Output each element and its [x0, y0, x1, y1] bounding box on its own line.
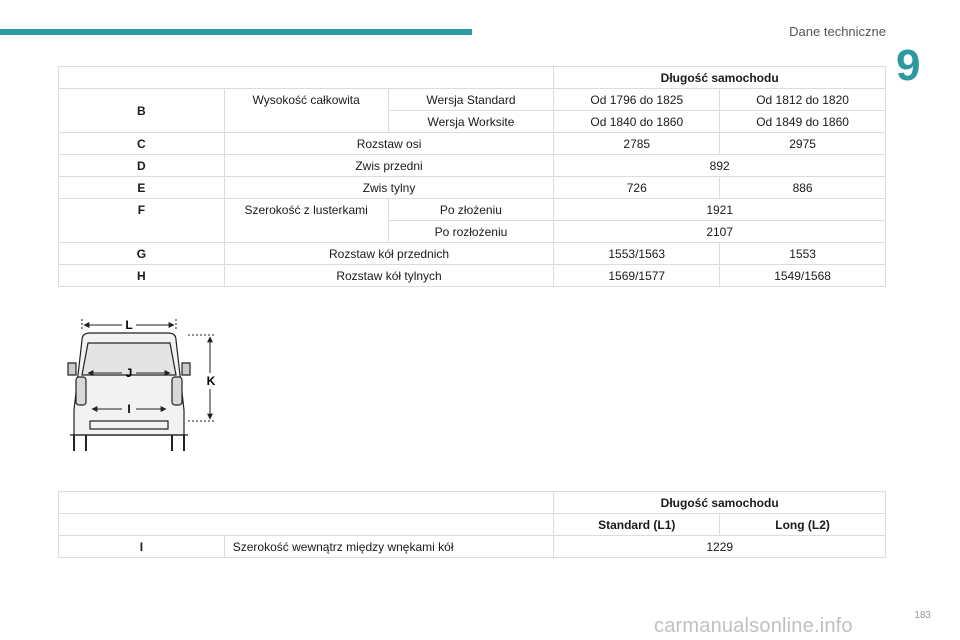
row-label: Zwis tylny [224, 177, 554, 199]
row-label: Rozstaw kół przednich [224, 243, 554, 265]
value-cell: 1229 [554, 536, 886, 558]
value-cell: 2975 [720, 133, 886, 155]
section-title: Dane techniczne [789, 24, 886, 39]
variant-label: Po złożeniu [388, 199, 554, 221]
table-row [59, 536, 886, 558]
interior-width-table [58, 491, 886, 558]
row-label: Rozstaw kół tylnych [224, 265, 554, 287]
value-cell: 892 [554, 155, 886, 177]
value-cell: Od 1849 do 1860 [720, 111, 886, 133]
dimension-label-l: L [125, 318, 133, 332]
chapter-number: 9 [896, 41, 921, 90]
row-code: C [59, 133, 225, 155]
row-label: Wysokość całkowita [224, 89, 388, 133]
value-cell: 1553/1563 [554, 243, 720, 265]
table-row [59, 243, 886, 265]
variant-label: Wersja Worksite [388, 111, 554, 133]
value-cell: 1569/1577 [554, 265, 720, 287]
column-header-long: Long (L2) [720, 514, 886, 536]
row-label: Szerokość z lusterkami [224, 199, 388, 243]
row-code: I [59, 536, 225, 558]
watermark: carmanualsonline.info [654, 615, 853, 637]
variant-label: Wersja Standard [388, 89, 554, 111]
value-cell: Od 1796 do 1825 [554, 89, 720, 111]
table-row [59, 177, 886, 199]
table-row [59, 89, 886, 111]
value-cell: Od 1812 do 1820 [720, 89, 886, 111]
row-code: F [59, 199, 225, 243]
value-cell: 2785 [554, 133, 720, 155]
table-row [59, 265, 886, 287]
row-label: Zwis przedni [224, 155, 554, 177]
value-cell: 1553 [720, 243, 886, 265]
section-accent-bar [0, 29, 472, 35]
row-label: Rozstaw osi [224, 133, 554, 155]
dimensions-table [58, 66, 886, 287]
empty-header-cell [59, 67, 554, 89]
value-cell: 2107 [554, 221, 886, 243]
column-header-length: Długość samochodu [554, 67, 886, 89]
column-header-length: Długość samochodu [554, 492, 886, 514]
row-code: G [59, 243, 225, 265]
value-cell: Od 1840 do 1860 [554, 111, 720, 133]
dimension-label-i: I [127, 402, 131, 416]
value-cell: 1549/1568 [720, 265, 886, 287]
dimension-label-j: J [125, 366, 133, 380]
vehicle-rear-dimension-diagram [60, 315, 230, 455]
table-row [59, 133, 886, 155]
value-cell: 726 [554, 177, 720, 199]
row-code: D [59, 155, 225, 177]
table-header-row [59, 514, 886, 536]
table-header-row [59, 492, 886, 514]
row-code: H [59, 265, 225, 287]
value-cell: 1921 [554, 199, 886, 221]
row-code: B [59, 89, 225, 133]
page-number: 183 [914, 610, 931, 621]
row-label: Szerokość wewnątrz między wnękami kół [224, 536, 554, 558]
empty-header-cell [59, 514, 554, 536]
column-header-standard: Standard (L1) [554, 514, 720, 536]
dimension-label-k: K [206, 374, 216, 388]
vehicle-rear-outline [68, 333, 190, 451]
table-row [59, 155, 886, 177]
table-header-row [59, 67, 886, 89]
value-cell: 886 [720, 177, 886, 199]
empty-header-cell [59, 492, 554, 514]
variant-label: Po rozłożeniu [388, 221, 554, 243]
row-code: E [59, 177, 225, 199]
table-row [59, 199, 886, 221]
